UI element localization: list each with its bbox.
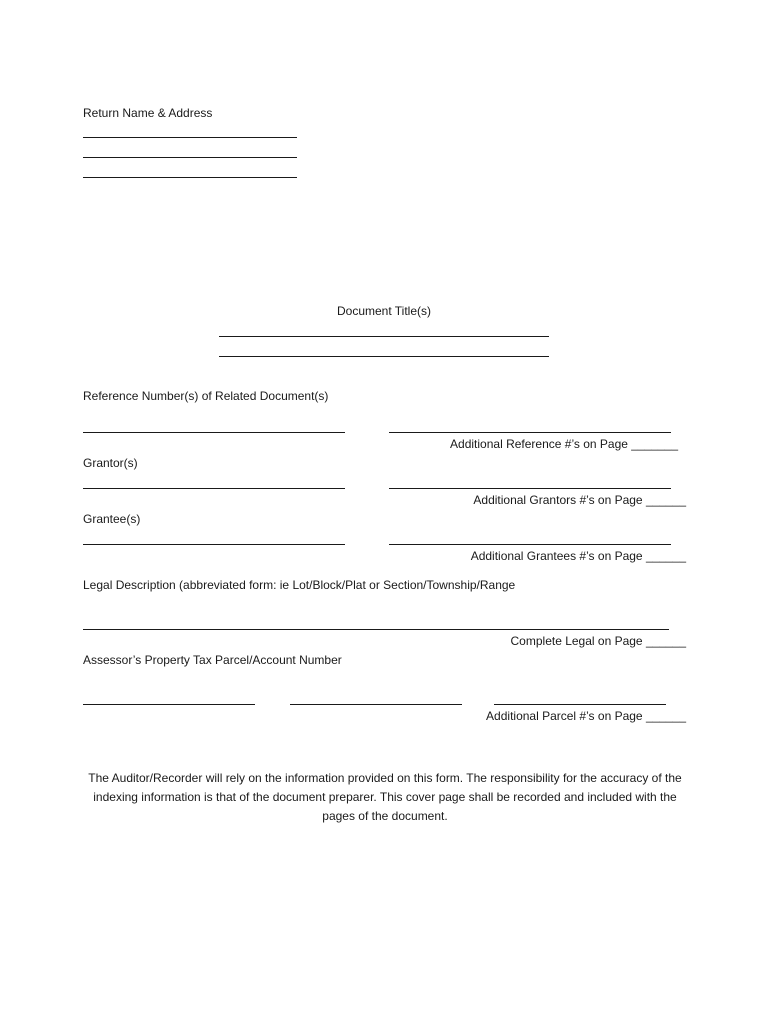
- return-name-address-label: Return Name & Address: [83, 106, 213, 120]
- return-address-line-2[interactable]: [83, 157, 297, 158]
- reference-number-line-2[interactable]: [389, 432, 671, 433]
- grantee-label: Grantee(s): [83, 512, 141, 526]
- reference-number-line-1[interactable]: [83, 432, 345, 433]
- parcel-number-line-1[interactable]: [83, 704, 255, 705]
- additional-parcel-label: Additional Parcel #’s on Page: [486, 709, 643, 723]
- auditor-recorder-notice: The Auditor/Recorder will rely on the information provided on this form. The responsibility for the accuracy of the indexing information is that of the document preparer. This cover page shall be recorded and included with the pages of the document.: [88, 771, 682, 823]
- additional-grantees-page: [471, 549, 686, 564]
- reference-numbers-label: Reference Number(s) of Related Document(s): [83, 389, 329, 403]
- parcel-number-line-2[interactable]: [290, 704, 462, 705]
- additional-reference-blank[interactable]: _______: [631, 437, 678, 451]
- complete-legal-page: [511, 634, 686, 649]
- grantee-line-1[interactable]: [83, 544, 345, 545]
- return-address-line-3[interactable]: [83, 177, 297, 178]
- return-address-line-1[interactable]: [83, 137, 297, 138]
- additional-reference-page: [450, 437, 678, 452]
- additional-grantors-blank[interactable]: ______: [645, 493, 686, 507]
- legal-description-line[interactable]: [83, 629, 669, 630]
- complete-legal-label: Complete Legal on Page: [510, 634, 643, 648]
- additional-parcel-blank[interactable]: ______: [645, 709, 686, 723]
- additional-grantors-label: Additional Grantors #’s on Page: [473, 493, 643, 507]
- grantor-line-2[interactable]: [389, 488, 671, 489]
- additional-grantees-blank[interactable]: ______: [645, 549, 686, 563]
- parcel-number-label: Assessor’s Property Tax Parcel/Account Number: [83, 653, 342, 667]
- document-title-line-1[interactable]: [219, 336, 549, 337]
- additional-reference-label: Additional Reference #’s on Page: [450, 437, 628, 451]
- grantor-label: Grantor(s): [83, 456, 138, 470]
- complete-legal-blank[interactable]: ______: [645, 634, 686, 648]
- legal-description-label: Legal Description (abbreviated form: ie Lot/Block/Plat or Section/Township/Range: [83, 578, 516, 592]
- additional-grantors-page: [473, 493, 686, 508]
- grantor-line-1[interactable]: [83, 488, 345, 489]
- additional-parcel-page: [486, 709, 686, 724]
- document-title-label: Document Title(s): [336, 304, 432, 318]
- additional-grantees-label: Additional Grantees #’s on Page: [470, 549, 643, 563]
- document-title-line-2[interactable]: [219, 356, 549, 357]
- grantee-line-2[interactable]: [389, 544, 671, 545]
- parcel-number-line-3[interactable]: [494, 704, 666, 705]
